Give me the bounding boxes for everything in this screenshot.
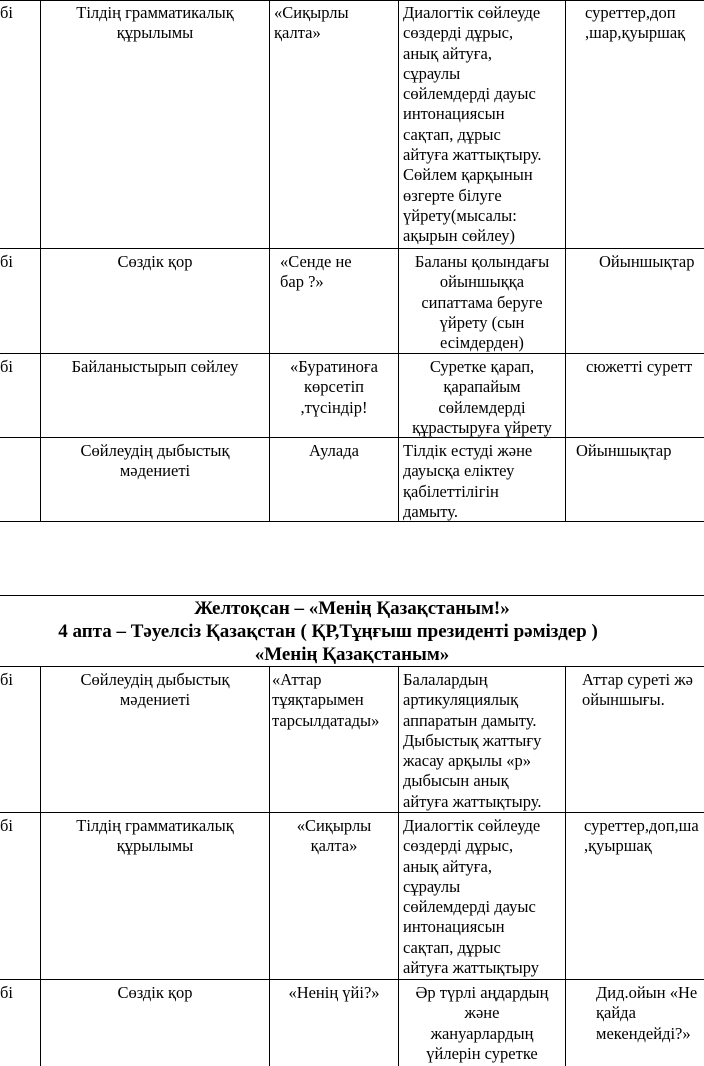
table-cell: бі — [0, 670, 13, 689]
table-cell: бі — [0, 252, 13, 271]
table-cell: бі — [0, 983, 13, 1002]
table-cell: Ойыншықтар — [576, 441, 672, 460]
table-cell: Тілдік естуді және дауысқа еліктеу қабілеттілігін дамыту. — [403, 441, 533, 521]
table-cell: Диалогтік сөйлеуде сөздерді дұрыс, анық айтуға, сұраулы сөйлемдерді дауыс интонациясын сақтап, дұрыс айтуға жаттықтыру. Сөйлем қарқынын өзгерте білуге үйрету(мысалы: ақырын сөйлеу) — [403, 3, 542, 246]
table-border — [0, 521, 704, 522]
table-cell: «Сиқырлы қалта» — [296, 816, 372, 856]
table-border — [0, 437, 704, 438]
section-header-month: Желтоқсан – «Менің Қазақстаным!» — [194, 598, 510, 619]
table-cell: «Сенде не бар ?» — [280, 252, 352, 292]
table-border — [0, 0, 704, 1]
table-cell: «Ненің үйі?» — [288, 983, 380, 1002]
table-border — [565, 666, 566, 1066]
section-header-topic: «Менің Қазақстаным» — [254, 644, 450, 665]
table-cell: Дид.ойын «Не қайда мекендейді?» — [596, 983, 698, 1043]
table-cell: Аттар суреті жә ойыншығы. — [582, 670, 693, 710]
table-border — [0, 353, 704, 354]
table-cell: «Сиқырлы қалта» — [274, 3, 349, 43]
table-cell: Сөйлеудің дыбыстық мәдениеті — [80, 441, 230, 481]
table-cell: бі — [0, 357, 13, 376]
table-cell: Байланыстырып сөйлеу — [71, 357, 239, 376]
table-cell: Сөздік қор — [117, 252, 193, 271]
section-header-week: 4 апта – Тәуелсіз Қазақстан ( ҚР,Тұңғыш президенті рәміздер ) — [58, 621, 598, 642]
table-cell: Аулада — [309, 441, 359, 460]
table-border — [0, 595, 704, 596]
table-cell: Әр түрлі аңдардың және жануарлардың үйлерін суретке — [415, 983, 549, 1063]
table-cell: «Аттар тұяқтарымен тарсылдатады» — [272, 670, 380, 730]
table-border — [0, 248, 704, 249]
table-cell: Баланы қолындағы ойыншыққа сипаттама беруге үйрету (сын есімдерден) — [414, 252, 550, 353]
table-cell: сюжетті суретт — [586, 357, 693, 376]
table-border — [0, 812, 704, 813]
table-cell: Балалардың артикуляциялық аппаратын дамыту. Дыбыстық жаттығу жасау арқылы «р» дыбысын анық айтуға жаттықтыру. — [403, 670, 542, 811]
table-border — [0, 666, 704, 667]
table-cell: суреттер,доп ,шар,қуыршақ — [585, 3, 686, 43]
table-border — [40, 666, 41, 1066]
table-cell: Сөздік қор — [117, 983, 193, 1002]
table-cell: бі — [0, 3, 13, 22]
table-border — [269, 666, 270, 1066]
table-cell: суреттер,доп,ша ,қуыршақ — [584, 816, 699, 856]
table-cell: Тілдің грамматикалық құрылымы — [76, 3, 234, 43]
table-cell: бі — [0, 816, 13, 835]
table-cell: Ойыншықтар — [599, 252, 695, 271]
table-cell: Диалогтік сөйлеуде сөздерді дұрыс, анық айтуға, сұраулы сөйлемдерді дауыс интонациясын сақтап, дұрыс айтуға жаттықтыру — [403, 816, 541, 978]
table-cell: Сөйлеудің дыбыстық мәдениеті — [80, 670, 230, 710]
table-border — [565, 0, 566, 522]
table-cell: Тілдің грамматикалық құрылымы — [76, 816, 234, 856]
table-border — [0, 979, 704, 980]
table-cell: Суретке қарап, қарапайым сөйлемдерді құрастыруға үйрету — [412, 357, 552, 437]
table-cell: «Буратиноға көрсетіп ,түсіндір! — [290, 357, 378, 417]
